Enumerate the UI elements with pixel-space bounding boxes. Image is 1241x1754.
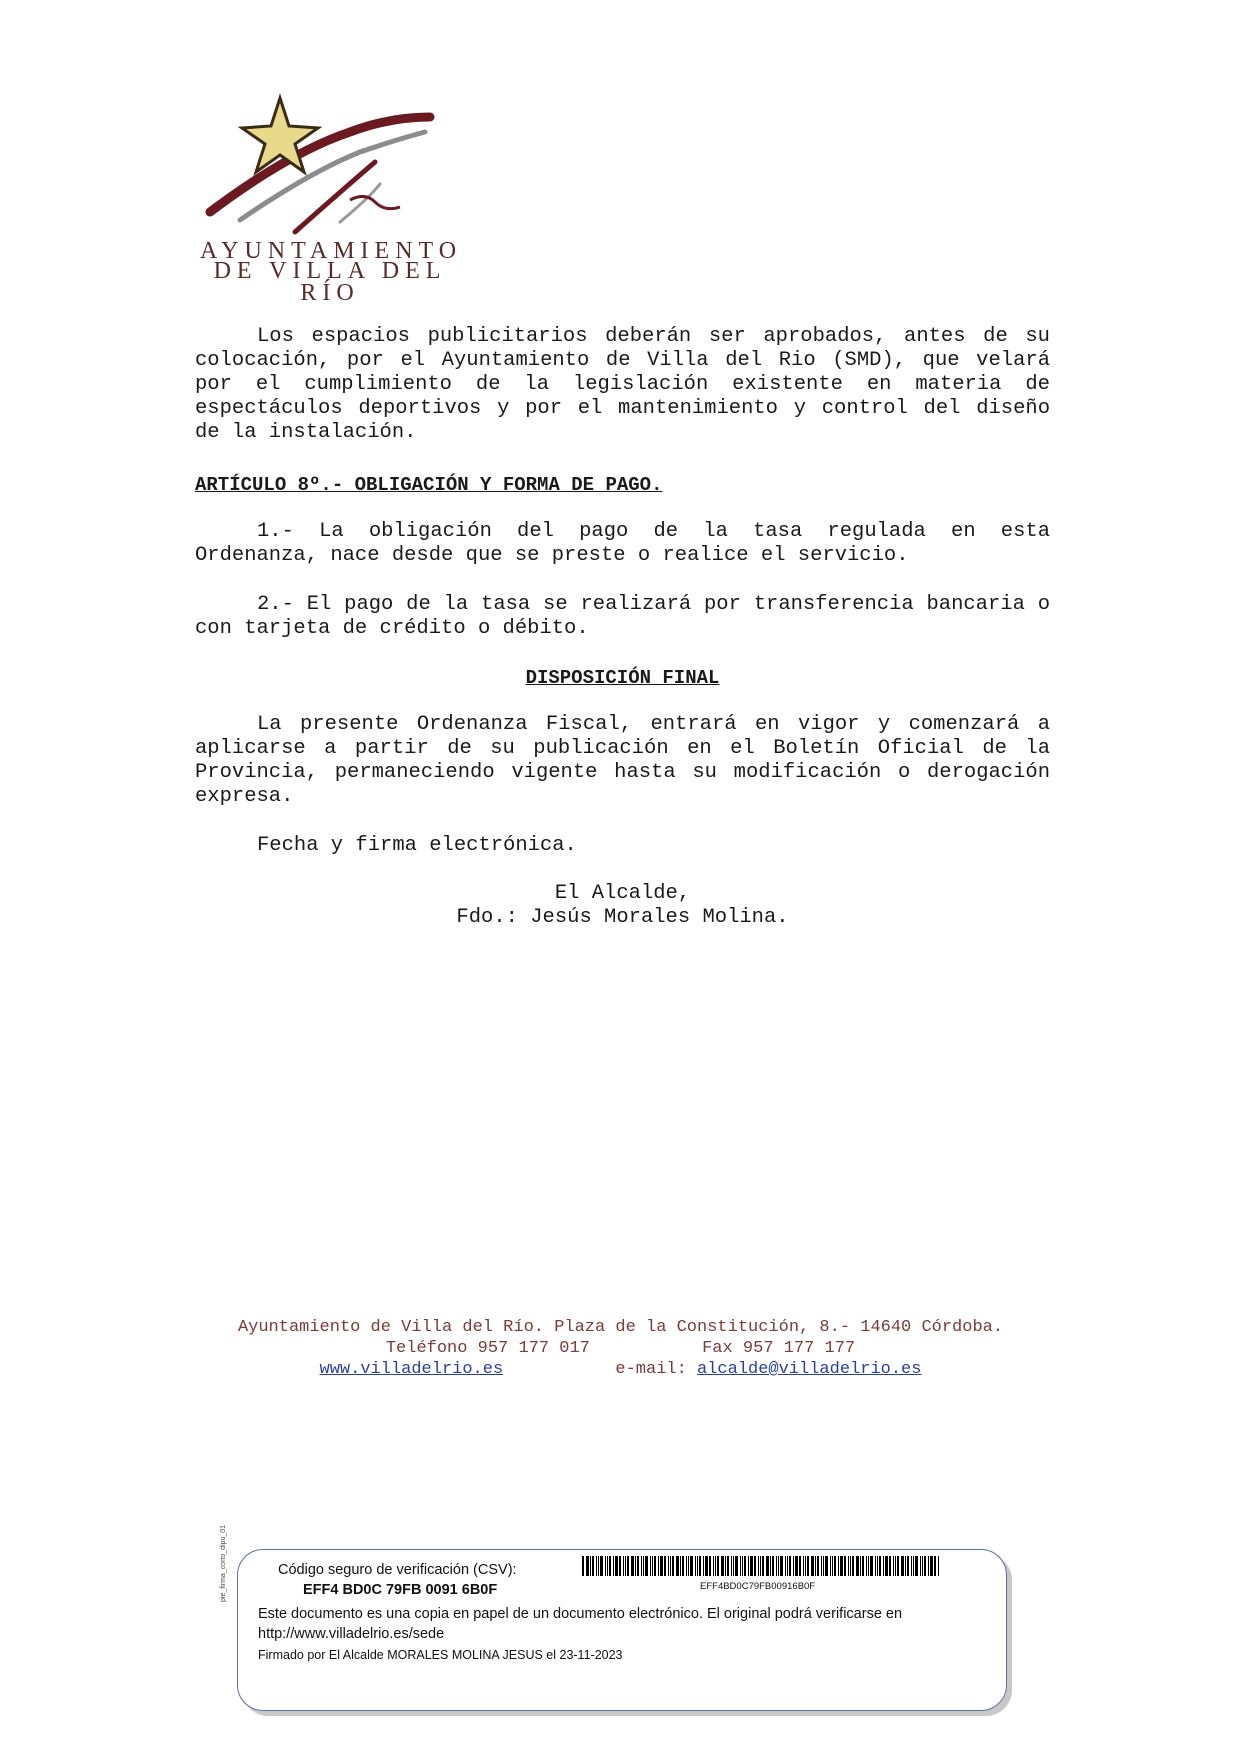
final-provision-heading: DISPOSICIÓN FINAL — [525, 667, 720, 689]
municipal-logo — [200, 92, 463, 306]
footer-contact-row — [0, 1338, 1241, 1359]
page-footer — [0, 1317, 1241, 1380]
signature-block — [195, 882, 1050, 930]
csv-code: EFF4 BD0C 79FB 0091 6B0F — [303, 1582, 498, 1598]
footer-links-row — [0, 1359, 1241, 1380]
csv-verification-box — [237, 1549, 1007, 1711]
signature-title: El Alcalde, — [554, 882, 691, 905]
csv-copy-notice: Este documento es una copia en papel de un documento electrónico. El original podrá verificarse en http://www.villadelrio.es/sede — [258, 1606, 903, 1642]
signature-name: Fdo.: Jesús Morales Molina. — [456, 906, 789, 929]
barcode-icon — [582, 1556, 942, 1576]
csv-signed-by: Firmado por El Alcalde MORALES MOLINA JESUS el 23-11-2023 — [258, 1648, 623, 1662]
article-8-heading: ARTÍCULO 8º.- OBLIGACIÓN Y FORMA DE PAGO. — [195, 474, 663, 496]
side-mark: pie_firma_corto_dipu_01 — [220, 1524, 227, 1602]
footer-email-label: e-mail: — [615, 1360, 687, 1379]
footer-fax: Fax 957 177 177 — [702, 1339, 856, 1358]
paragraph-advertising-spaces: Los espacios publicitarios deberán ser aprobados, antes de su colocación, por el Ayuntamiento de Villa del Rio (SMD), que velará por el cumplimiento de la legislación existente en materia de espectáculos deportivos y por el mantenimiento y control del diseño de la instalación. — [195, 325, 1050, 444]
paragraph-date-signature: Fecha y firma electrónica. — [257, 834, 577, 857]
logo-title-line2: DE VILLA DEL RÍO — [213, 258, 447, 306]
logo-title-line1: AYUNTAMIENTO — [200, 238, 463, 264]
logo-star-mountains-icon — [200, 92, 460, 242]
paragraph-entry-into-force: La presente Ordenanza Fiscal, entrará en vigor y comenzará a aplicarse a partir de su publicación en el Boletín Oficial de la Provincia, permaneciendo vigente hasta su modificación o derogación expresa. — [195, 713, 1050, 808]
footer-email-link[interactable]: alcalde@villadelrio.es — [697, 1360, 922, 1379]
csv-label: Código seguro de verificación (CSV): — [278, 1562, 517, 1578]
paragraph-payment-obligation: 1.- La obligación del pago de la tasa regulada en esta Ordenanza, nace desde que se preste o realice el servicio. — [195, 520, 1050, 567]
footer-phone: Teléfono 957 177 017 — [385, 1339, 590, 1358]
footer-website-link[interactable]: www.villadelrio.es — [319, 1360, 504, 1379]
footer-address: Ayuntamiento de Villa del Río. Plaza de la Constitución, 8.- 14640 Córdoba. — [237, 1318, 1004, 1337]
paragraph-payment-method: 2.- El pago de la tasa se realizará por transferencia bancaria o con tarjeta de crédito o débito. — [195, 593, 1050, 640]
barcode-text: EFF4BD0C79FB00916B0F — [700, 1581, 816, 1592]
